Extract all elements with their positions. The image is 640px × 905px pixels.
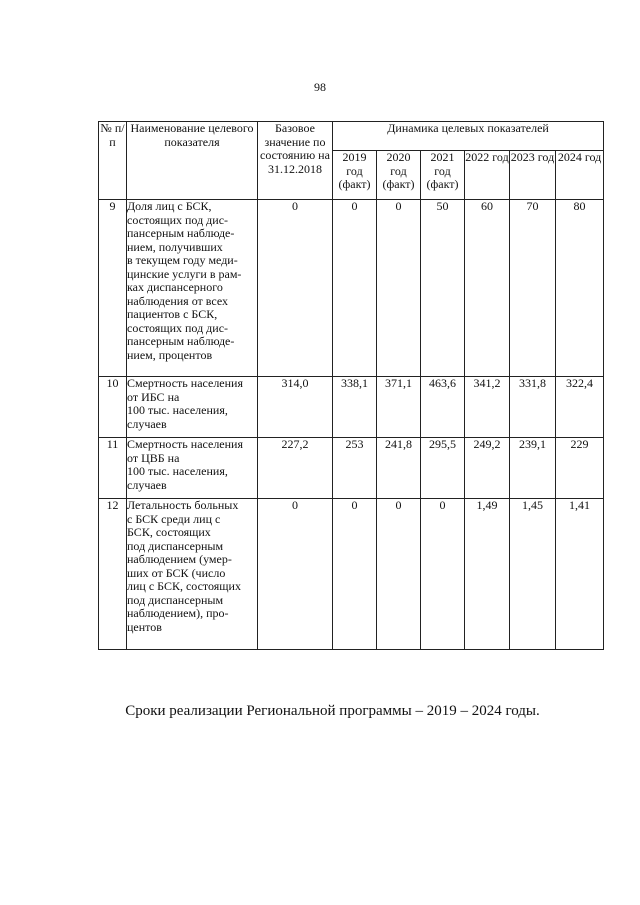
name-line: под диспансерным	[127, 538, 224, 553]
name-line: под диспансерным	[127, 592, 224, 607]
name-line: ках диспансерного	[127, 280, 223, 294]
cell-2021: 295,5	[421, 438, 465, 499]
row-num: 10	[99, 377, 127, 438]
cell-2022: 60	[465, 200, 510, 377]
cell-2022: 1,49	[465, 499, 510, 650]
cell-base-value: 314,0	[258, 377, 333, 438]
cell-2023: 1,45	[510, 499, 556, 650]
cell-2019: 253	[333, 438, 377, 499]
header-year-2021: 2021 год (факт)	[421, 151, 465, 200]
row-indicator-name	[127, 438, 258, 499]
cell-2020: 0	[377, 200, 421, 377]
table-row	[99, 499, 604, 650]
cell-base-value: 0	[258, 200, 333, 377]
cell-2022: 249,2	[465, 438, 510, 499]
cell-2021: 50	[421, 200, 465, 377]
name-line: нием, получивших	[127, 239, 223, 254]
header-year-2023: 2023 год	[510, 151, 556, 200]
name-line: ших от БСК (число	[127, 565, 226, 580]
row-num: 11	[99, 438, 127, 499]
cell-2024: 229	[556, 438, 604, 499]
cell-2023: 239,1	[510, 438, 556, 499]
name-line: наблюдением (умер-	[127, 552, 232, 566]
name-line: случаев	[127, 477, 167, 492]
cell-base-value: 227,2	[258, 438, 333, 499]
name-line: в текущем году меди-	[127, 253, 238, 267]
name-line: состоящих под дис-	[127, 212, 229, 227]
table-row	[99, 377, 604, 438]
cell-2020: 241,8	[377, 438, 421, 499]
cell-2019: 0	[333, 200, 377, 377]
header-num: № п/п	[99, 122, 127, 200]
cell-2023: 331,8	[510, 377, 556, 438]
name-line: нием, процентов	[127, 347, 213, 362]
row-num: 12	[99, 499, 127, 650]
header-name: Наименование целевого показателя	[127, 122, 258, 200]
name-line: Смертность населения	[127, 376, 243, 390]
name-line: наблюдением), про-	[127, 606, 229, 620]
row-indicator-name	[127, 200, 258, 377]
header-year-2020: 2020 год (факт)	[377, 151, 421, 200]
name-line: от ИБС на	[127, 389, 180, 404]
cell-2024: 1,41	[556, 499, 604, 650]
name-line: от ЦВБ на	[127, 450, 180, 465]
target-indicators-table	[98, 121, 604, 650]
header-year-2022: 2022 год	[465, 151, 510, 200]
name-line: Смертность населения	[127, 437, 243, 451]
cell-2019: 338,1	[333, 377, 377, 438]
name-line: Доля лиц с БСК,	[127, 199, 212, 213]
name-line: пациентов с БСК,	[127, 307, 218, 321]
page-number: 98	[314, 80, 326, 94]
name-line: пансерным наблюде-	[127, 334, 235, 348]
table-row	[99, 200, 604, 377]
name-line: Летальность больных	[127, 498, 239, 512]
cell-2024: 322,4	[556, 377, 604, 438]
name-line: случаев	[127, 416, 167, 431]
table-row	[99, 438, 604, 499]
name-line: цинские услуги в рам-	[127, 266, 242, 281]
name-line: лиц с БСК, состоящих	[127, 579, 241, 593]
program-term-note: Сроки реализации Региональной программы – 2019 – 2024 годы.	[125, 703, 540, 719]
name-line: 100 тыс. населения,	[127, 464, 228, 478]
cell-2022: 341,2	[465, 377, 510, 438]
cell-2021: 0	[421, 499, 465, 650]
row-num: 9	[99, 200, 127, 377]
name-line: центов	[127, 619, 162, 634]
header-dynamics: Динамика целевых показателей	[333, 122, 604, 151]
cell-2023: 70	[510, 200, 556, 377]
header-year-2024: 2024 год	[556, 151, 604, 200]
name-line: БСК, состоящих	[127, 525, 211, 539]
name-line: наблюдения от всех	[127, 293, 229, 308]
cell-base-value: 0	[258, 499, 333, 650]
cell-2021: 463,6	[421, 377, 465, 438]
header-base-value: Базовое значение по состоянию на 31.12.2018	[258, 122, 333, 200]
name-line: состоящих под дис-	[127, 320, 229, 335]
name-line: пансерным наблюде-	[127, 226, 235, 240]
header-year-2019: 2019 год (факт)	[333, 151, 377, 200]
cell-2020: 0	[377, 499, 421, 650]
row-indicator-name	[127, 377, 258, 438]
cell-2024: 80	[556, 200, 604, 377]
name-line: с БСК среди лиц с	[127, 511, 221, 526]
cell-2019: 0	[333, 499, 377, 650]
name-line: 100 тыс. населения,	[127, 403, 228, 417]
row-indicator-name	[127, 499, 258, 650]
cell-2020: 371,1	[377, 377, 421, 438]
